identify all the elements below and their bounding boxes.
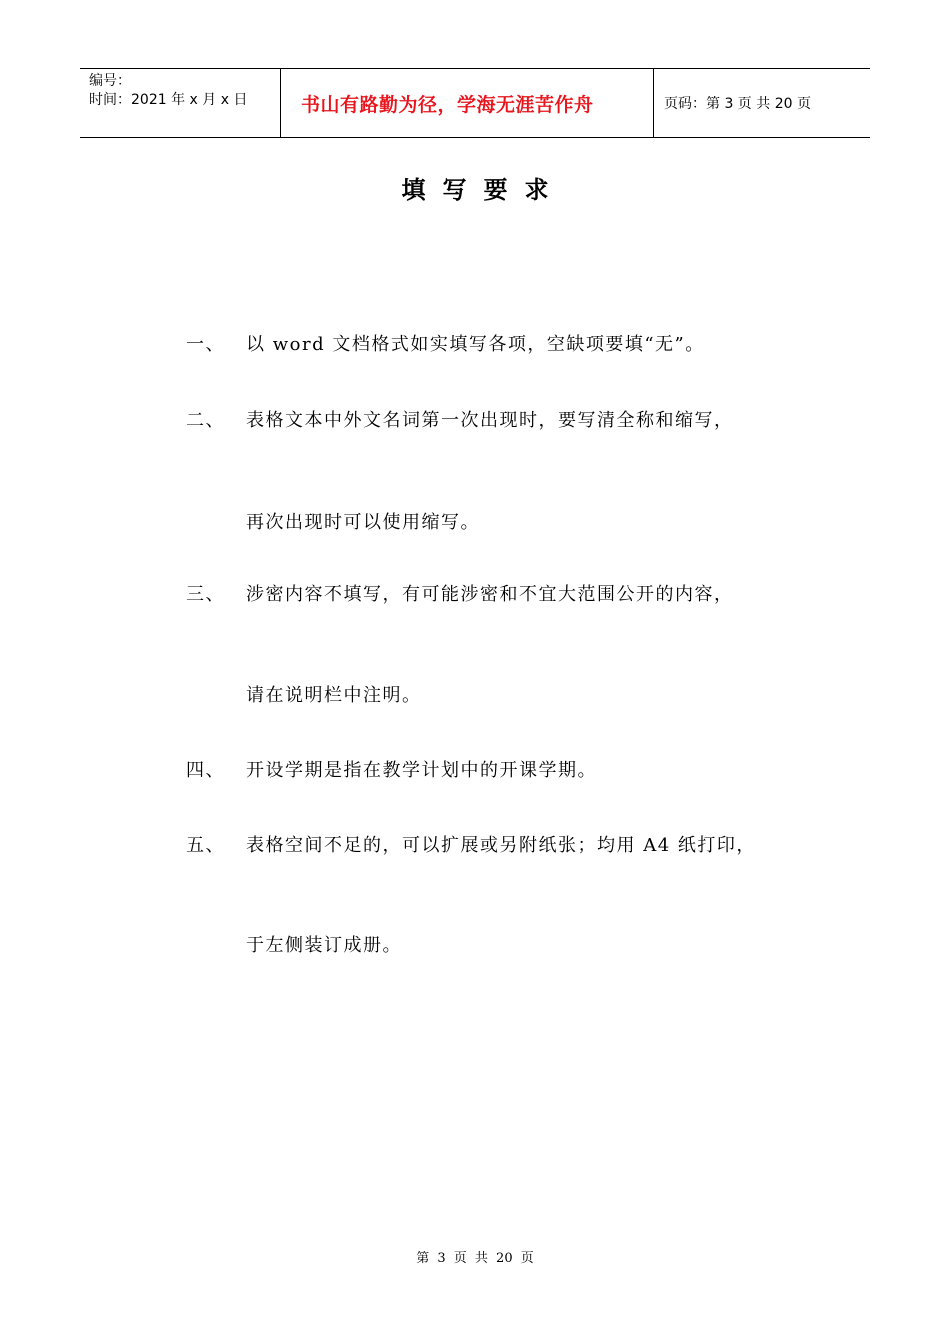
- page-footer: 第 3 页 共 20 页: [416, 1251, 534, 1266]
- item-number: 四、: [186, 760, 225, 781]
- item-text: 表格空间不足的，可以扩展或另附纸张；均用 A4 纸打印，: [246, 835, 756, 856]
- requirement-item-4: [186, 756, 597, 782]
- item-continuation: 请在说明栏中注明。: [246, 685, 422, 706]
- item-number: 五、: [186, 835, 225, 856]
- item-number: 二、: [186, 410, 225, 431]
- header-meta-cell: [80, 69, 281, 137]
- item-text: 表格文本中外文名词第一次出现时，要写清全称和缩写，: [246, 410, 734, 431]
- header-page-info: 页码：第 3 页 共 20 页: [664, 96, 811, 112]
- item-continuation: 于左侧装订成册。: [246, 935, 402, 956]
- requirement-item-1: [186, 330, 705, 356]
- requirement-item-2: [186, 406, 734, 432]
- item-number: 一、: [186, 334, 225, 355]
- item-continuation: 再次出现时可以使用缩写。: [246, 512, 480, 533]
- document-date-label: 时间：2021 年 x 月 x 日: [89, 92, 248, 108]
- item-text: 开设学期是指在教学计划中的开课学期。: [246, 760, 597, 781]
- page-header: [80, 68, 870, 138]
- header-motto: 书山有路勤为径，学海无涯苦作舟: [281, 69, 654, 137]
- item-text: 涉密内容不填写，有可能涉密和不宜大范围公开的内容，: [246, 584, 734, 605]
- requirement-item-5: [186, 831, 756, 857]
- requirement-item-3: [186, 580, 734, 606]
- item-number: 三、: [186, 584, 225, 605]
- item-text: 以 word 文档格式如实填写各项，空缺项要填“无”。: [246, 334, 705, 355]
- page-title: 填写要求: [401, 175, 566, 204]
- document-number-label: 编号：: [89, 73, 131, 89]
